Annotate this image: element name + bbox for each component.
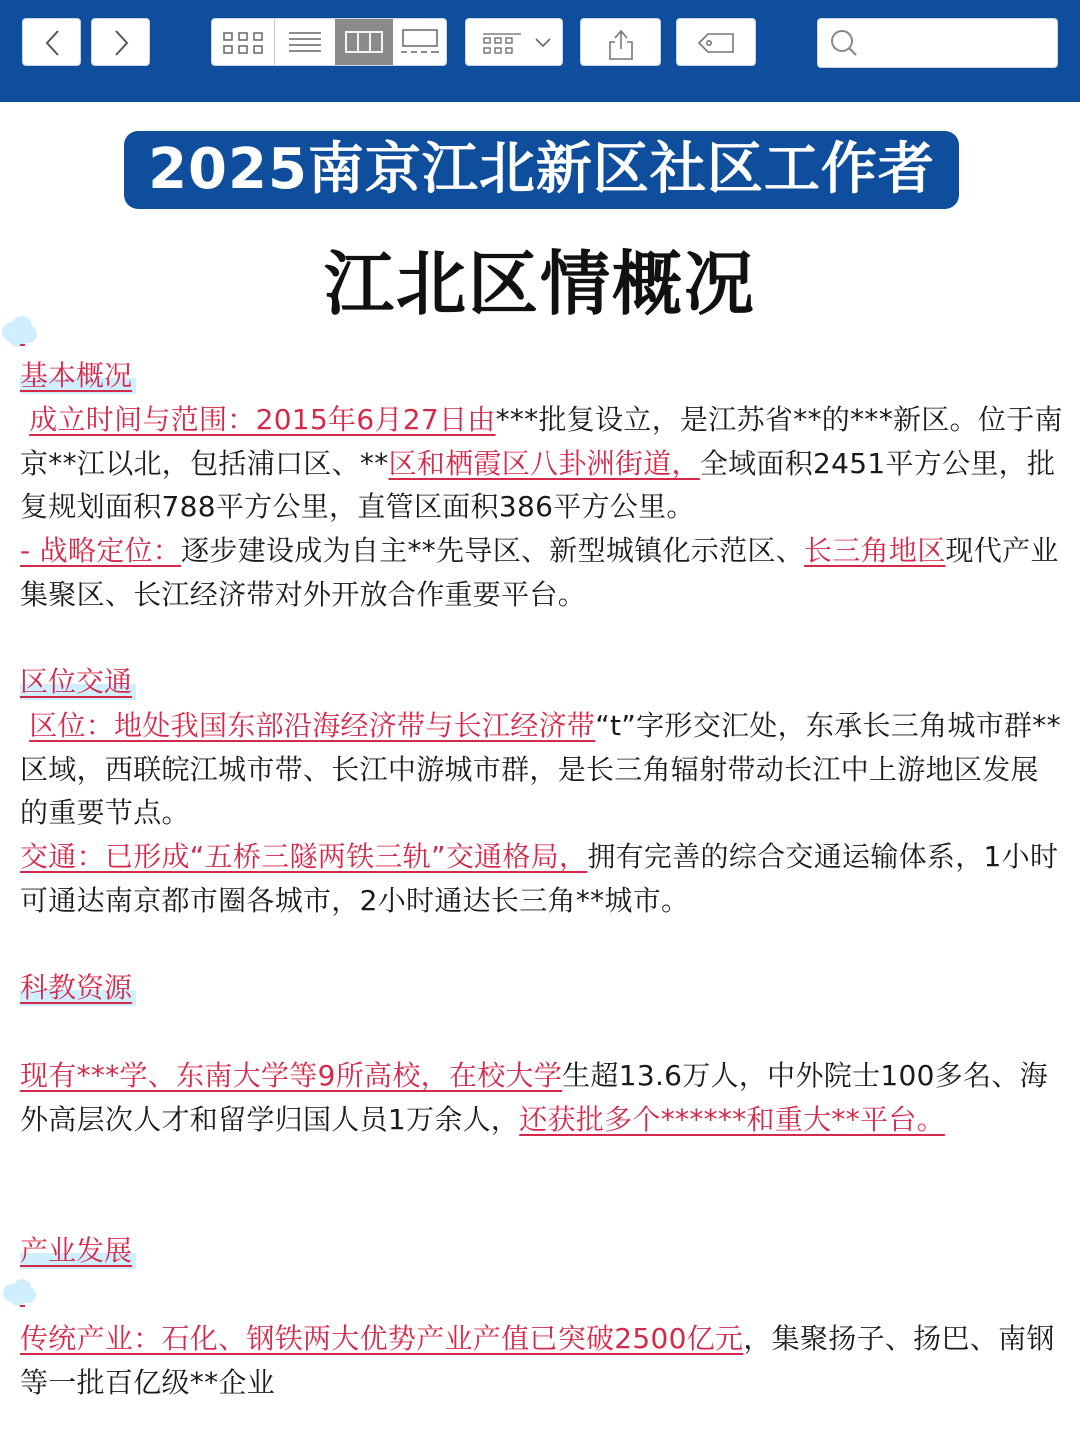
search-input[interactable] (866, 25, 1050, 61)
cloud-decoration-icon (0, 312, 40, 352)
forward-button[interactable] (91, 18, 150, 66)
tag-icon (677, 19, 757, 67)
group-dropdown-icon (466, 19, 564, 67)
page-subtitle: 江北区情概况 (324, 243, 756, 325)
highlight-text: 成立时间与范围：2015年6月27日由 (29, 403, 496, 436)
body-text: 生超13.6万人，中外院士100多名、海外高层次人才和留学归国人员1万余人， (20, 1059, 1048, 1136)
highlight-text: 区位：地处我国东部沿海经济带与长江经济带 (29, 709, 596, 742)
section-heading-science: 科教资源 (20, 970, 136, 1006)
paragraph-strategy (20, 529, 1065, 616)
body-text: 全域面积2451平方公里，批复规划面积788平方公里，直管区面积386平方公里。 (20, 446, 1056, 524)
view-mode-segmented-control (211, 18, 447, 66)
section-heading-basic: 基本概况 (20, 358, 136, 394)
highlight-text: 还获批多个******和重大**平台。 (519, 1102, 945, 1136)
highlight-text: 区和栖霞区八卦洲街道， (388, 446, 700, 480)
column-view-icon (335, 19, 393, 65)
highlight-text: 长三角地区 (804, 534, 946, 567)
list-view-button[interactable] (275, 19, 335, 65)
page-banner-title: 2025南京江北新区社区工作者 (124, 131, 959, 209)
highlight-text: 传统产业：石化、钢铁两大优势产业产值已突破2500亿元 (20, 1322, 744, 1355)
paragraph-transport (20, 835, 1065, 922)
share-button[interactable] (580, 18, 661, 66)
bullet-dash (20, 344, 25, 346)
column-view-button[interactable] (335, 19, 393, 65)
highlight-text: 现有***学、东南大学等9所高校，在校大学 (20, 1059, 563, 1092)
search-field[interactable] (817, 18, 1058, 68)
section-heading-industry: 产业发展 (20, 1233, 136, 1269)
highlight-text: 交通：已形成“五桥三隧两铁三轨”交通格局， (20, 840, 588, 873)
paragraph-location (20, 704, 1065, 835)
paragraph-science (20, 1054, 1065, 1141)
bullet-dash (20, 1305, 25, 1307)
body-text: “t”字形交汇处，东承长三角城市群**区域，西联皖江城市带、长江中游城市群，是长三角辐射带动长江中上游地区发展的重要节点。 (20, 709, 1061, 830)
share-icon (581, 19, 662, 67)
list-view-icon (275, 19, 335, 65)
section-heading-location: 区位交通 (20, 664, 136, 700)
body-text: 拥有完善的综合交通运输体系，1小时可通达南京都市圈各城市，2小时通达长三角**城市。 (20, 840, 1059, 917)
grid-view-button[interactable] (212, 19, 274, 65)
body-text: 逐步建设成为自主**先导区、新型城镇化示范区、 (181, 534, 805, 567)
tag-button[interactable] (676, 18, 756, 66)
back-button[interactable] (22, 18, 81, 66)
highlight-text: - 战略定位： (20, 534, 182, 567)
chevron-left-icon (23, 19, 82, 67)
body-text: ，集聚扬子、扬巴、南钢等一批百亿级**企业 (20, 1322, 1055, 1399)
chevron-right-icon (92, 19, 151, 67)
body-text: ***批复设立，是江苏省**的***新区。位于南京**江以北，包括浦口区、** (20, 403, 1063, 480)
paragraph-establishment (20, 398, 1065, 529)
toolbar (0, 0, 1080, 102)
search-icon (818, 19, 866, 67)
grid-view-icon (212, 19, 274, 65)
body-text: 现代产业集聚区、长江经济带对外开放合作重要平台。 (20, 534, 1059, 611)
group-by-dropdown[interactable] (465, 18, 563, 66)
gallery-view-button[interactable] (393, 19, 447, 65)
gallery-view-icon (393, 19, 447, 65)
paragraph-industry (20, 1317, 1065, 1404)
